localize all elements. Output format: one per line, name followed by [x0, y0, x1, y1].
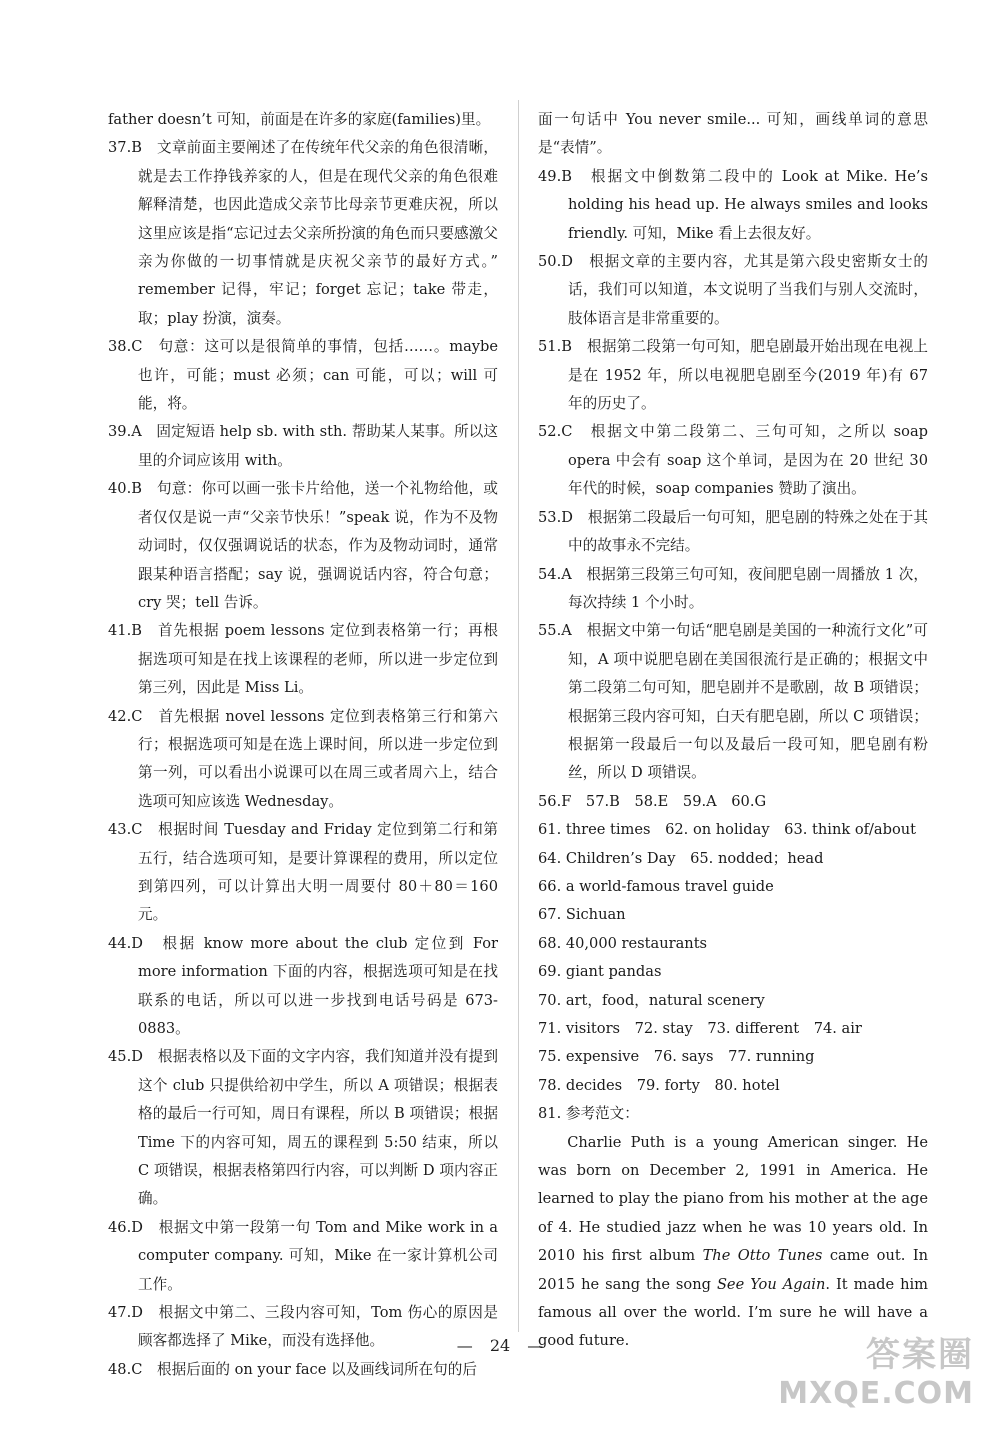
watermark-logo: 答案圈: [866, 1335, 974, 1375]
watermark-url: MXQE.COM: [778, 1376, 974, 1411]
answer-item: 66. a world-famous travel guide: [538, 877, 774, 895]
answer-item: 54.A 根据第三段第三句可知，夜间肥皂剧一周播放 1 次，每次持续 1 个小时。: [538, 565, 928, 611]
answer-item: 78. decides 79. forty 80. hotel: [538, 1076, 780, 1094]
answer-item: 38.C 句意：这可以是很简单的事情，包括……。maybe 也许，可能；must 必须；can 可能，可以；will 可能，将。: [108, 338, 498, 413]
model-essay: [538, 1129, 928, 1356]
album-title: The Otto Tunes: [702, 1247, 823, 1265]
page-number: 24: [489, 1336, 511, 1355]
answer-item: 46.D 根据文中第一段第一句 Tom and Mike work in a computer company. 可知，Mike 在一家计算机公司工作。: [108, 1218, 498, 1293]
essay-part-1: Charlie Puth is a young American singer. He was born on December 2, 1991 in America. He learned to play the piano from his mother at the age of 4. He studied jazz when he was 10 years old. In 2010 his first album: [538, 1133, 928, 1265]
answer-item: 50.D 根据文章的主要内容，尤其是第六段史密斯女士的话，我们可以知道，本文说明了当我们与别人交流时，肢体语言是非常重要的。: [538, 253, 928, 327]
essay-part-2: came out. In 2015 he sang the song: [538, 1247, 928, 1293]
answer-item: 面一句话中 You never smile... 可知，画线单词的意思是“表情”。: [538, 111, 928, 157]
answer-item: 43.C 根据时间 Tuesday and Friday 定位到第二行和第五行，结合选项可知，是要计算课程的费用，所以定位到第四列，可以计算出大明一周要付 80＋80＝160 元。: [108, 821, 498, 924]
answer-item: 49.B 根据文中倒数第二段中的 Look at Mike. He’s holding his head up. He always smiles and looks friendly. 可知，Mike 看上去很友好。: [538, 167, 928, 242]
answer-item: 67. Sichuan: [538, 906, 626, 924]
answer-item: 69. giant pandas: [538, 963, 662, 981]
column-divider: [518, 100, 519, 1332]
answer-item: 68. 40,000 restaurants: [538, 934, 708, 952]
answer-item: 42.C 首先根据 novel lessons 定位到表格第三行和第六行；根据选项可知是在选上课时间，所以进一步定位到第一列，可以看出小说课可以在周三或者周六上，结合选项可知应该选 Wednesday。: [108, 707, 498, 810]
right-answer-list: [538, 106, 928, 1129]
answer-item: 61. three times 62. on holiday 63. think of/about: [538, 821, 917, 839]
footer-dash-right: —: [527, 1336, 544, 1355]
answer-item: 55.A 根据文中第一句话“肥皂剧是美国的一种流行文化”可知，A 项中说肥皂剧在美国很流行是正确的；根据文中第二段第二句可知，肥皂剧并不是歌剧，故 B 项错误；根据第三段内容可知，白天有肥皂剧，所以 C 项错误；根据第一段最后一句以及最后一段可知，肥皂剧有粉丝，所以 D 项错误。: [538, 622, 928, 782]
right-column: [538, 106, 928, 1356]
answer-item: 52.C 根据文中第二段第二、三句可知，之所以 soap opera 中会有 soap 这个单词，是因为在 20 世纪 30 年代的时候，soap companies 赞助了演出。: [538, 423, 928, 498]
answer-item: 71. visitors 72. stay 73. different 74. air: [538, 1020, 862, 1037]
site-watermark: [778, 1327, 974, 1411]
answer-item: 40.B 句意：你可以画一张卡片给他，送一个礼物给他，或者仅仅是说一声“父亲节快乐！”speak 说，作为不及物动词时，仅仅强调说话的状态，作为及物动词时，通常跟某种语言搭配；say 说，强调说话内容，符合句意；cry 哭；tell 告诉。: [108, 480, 498, 611]
song-title: See You Again: [716, 1275, 826, 1293]
answer-item: 81. 参考范文：: [538, 1105, 639, 1123]
essay-part-3: . It made him famous all over the world. I’m sure he will have a good future.: [538, 1275, 929, 1350]
answer-item: 51.B 根据第二段第一句可知，肥皂剧最开始出现在电视上是在 1952 年，所以电视肥皂剧至今(2019 年)有 67 年的历史了。: [538, 338, 928, 413]
answer-item: 53.D 根据第二段最后一句可知，肥皂剧的特殊之处在于其中的故事永不完结。: [538, 508, 928, 555]
answer-item: 75. expensive 76. says 77. running: [538, 1048, 815, 1066]
answer-item: 37.B 文章前面主要阐述了在传统年代父亲的角色很清晰，就是去工作挣钱养家的人，但是在现代父亲的角色很难解释清楚，也因此造成父亲节比母亲节更难庆祝，所以这里应该是指“忘记过去父亲所扮演的角色而只要感激父亲为你做的一切事情就是庆祝父亲节的最好方式。” remember 记得，牢记；forget 忘记；take 带走，取；play 扮演，演奏。: [108, 139, 498, 327]
answer-item: 47.D 根据文中第二、三段内容可知，Tom 伤心的原因是顾客都选择了 Mike，而没有选择他。: [108, 1304, 498, 1350]
answer-item: 39.A 固定短语 help sb. with sth. 帮助某人某事。所以这里的介词应该用 with。: [108, 423, 498, 469]
answer-item: 64. Children’s Day 65. nodded；head: [538, 849, 824, 867]
answer-item: 56.F 57.B 58.E 59.A 60.G: [538, 792, 767, 810]
answer-item: 44.D 根据 know more about the club 定位到 For more information 下面的内容，根据选项可知是在找联系的电话，所以可以进一步找到电话号码是 673-0883。: [108, 934, 498, 1037]
left-column: [108, 106, 498, 1384]
answer-item: 45.D 根据表格以及下面的文字内容，我们知道并没有提到这个 club 只提供给初中学生，所以 A 项错误；根据表格的最后一行可知，周日有课程，所以 B 项错误；根据 Time 下的内容可知，周五的课程到 5:50 结束，所以 C 项错误，根据表格第四行内容，可以判断 D 项内容正确。: [108, 1048, 498, 1208]
footer-dash-left: —: [456, 1336, 473, 1355]
answer-item: 41.B 首先根据 poem lessons 定位到表格第一行；再根据选项可知是在找上该课程的老师，所以进一步定位到第三列，因此是 Miss Li。: [108, 622, 498, 697]
answer-item: father doesn’t 可知，前面是在许多的家庭(families)里。: [108, 111, 491, 128]
answer-item: 48.C 根据后面的 on your face 以及画线词所在句的后: [108, 1360, 477, 1378]
answer-item: 70. art，food，natural scenery: [538, 991, 765, 1009]
